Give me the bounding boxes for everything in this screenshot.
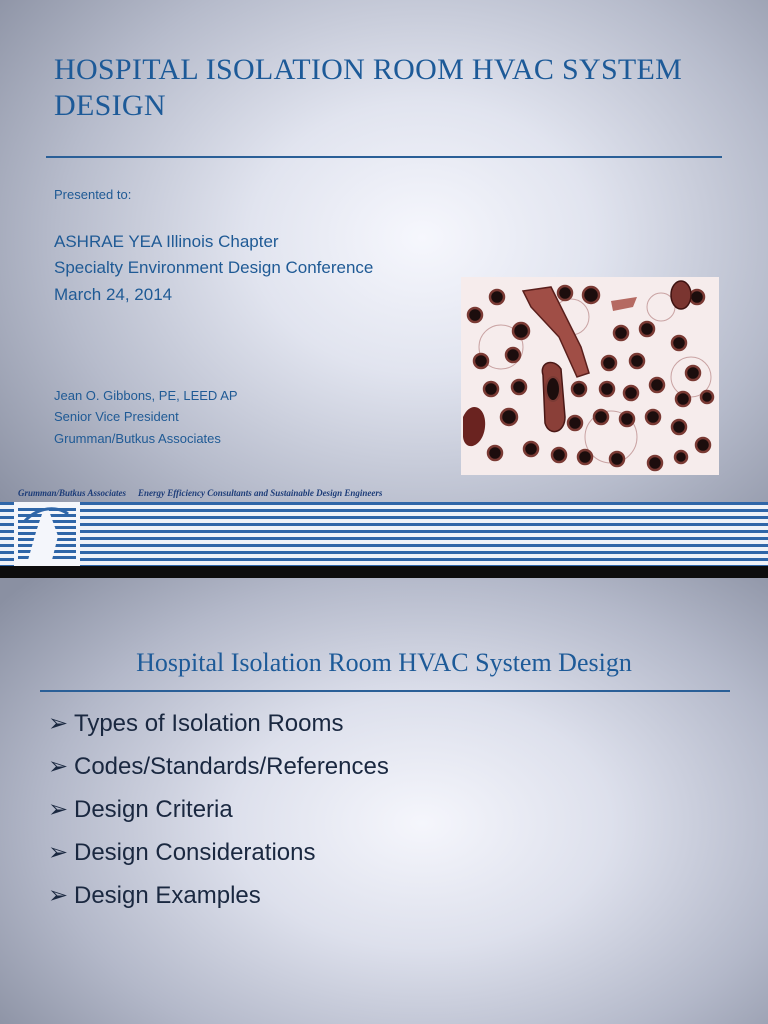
- presenter-name: Jean O. Gibbons, PE, LEED AP: [54, 388, 238, 403]
- arrow-bullet-icon: ➢: [48, 882, 69, 909]
- presenter-company: Grumman/Butkus Associates: [54, 431, 221, 446]
- list-item: ➢ Design Examples: [48, 874, 389, 917]
- list-item: ➢ Types of Isolation Rooms: [48, 702, 389, 745]
- agenda-title: Hospital Isolation Room HVAC System Design: [136, 648, 632, 677]
- arrow-bullet-icon: ➢: [48, 753, 69, 780]
- list-item: ➢ Codes/Standards/References: [48, 745, 389, 788]
- arrow-bullet-icon: ➢: [48, 710, 69, 737]
- footer-tagline: Energy Efficiency Consultants and Sustainable Design Engineers: [137, 488, 383, 498]
- micrograph-image: [461, 277, 719, 475]
- footer-text: [18, 488, 382, 498]
- event-line-chapter: ASHRAE YEA Illinois Chapter: [54, 232, 279, 251]
- title-divider: [46, 156, 722, 158]
- list-item: ➢ Design Considerations: [48, 831, 389, 874]
- agenda-slide: [0, 578, 768, 1024]
- arrow-bullet-icon: ➢: [48, 839, 69, 866]
- footer-stripes: [0, 502, 768, 566]
- event-line-date: March 24, 2014: [54, 285, 173, 304]
- presenter-position: Senior Vice President: [54, 409, 179, 424]
- company-logo-icon: [14, 502, 80, 566]
- slide-title: HOSPITAL ISOLATION ROOM HVAC SYSTEM DESIGN: [54, 53, 683, 122]
- event-line-conference: Specialty Environment Design Conference: [54, 258, 374, 277]
- agenda-list: [48, 702, 389, 917]
- agenda-divider: [40, 690, 730, 692]
- presented-to-label: Presented to:: [54, 187, 132, 202]
- footer-company: Grumman/Butkus Associates: [18, 488, 126, 498]
- list-item: ➢ Design Criteria: [48, 788, 389, 831]
- arrow-bullet-icon: ➢: [48, 796, 69, 823]
